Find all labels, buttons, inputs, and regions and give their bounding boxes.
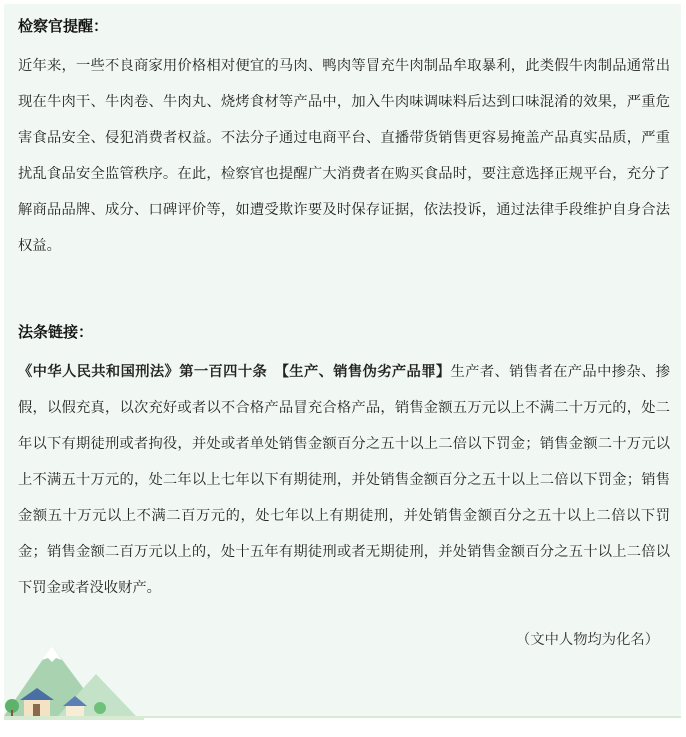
ground-line [4, 716, 681, 718]
law-section [18, 322, 670, 606]
content-card [4, 4, 681, 716]
reminder-heading: 检察官提醒： [18, 17, 109, 35]
house-door [33, 704, 40, 716]
law-paragraph [18, 354, 670, 606]
mountain-village-illustration [4, 640, 144, 720]
law-article-title: 《中华人民共和国刑法》第一百四十条 【生产、销售伪劣产品罪】 [18, 364, 451, 380]
law-heading: 法条链接： [18, 323, 94, 341]
bush-icon [94, 702, 106, 714]
pseudonym-note: （文中人物均为化名） [516, 632, 659, 648]
law-article-body: 生产者、销售者在产品中掺杂、掺假，以假充真，以次充好或者以不合格产品冒充合格产品，销售金额五万元以上不满二十万元的，处二年以下有期徒刑或者拘役，并处或者单处销售金额百分之五十以上二倍以下罚金；销售金额二十万元以上不满五十万元的，处二年以上七年以下有期徒刑，并处销售金额百分之五十以上二倍以下罚金；销售金额五十万元以上不满二百万元的，处七年以上有期徒刑，并处销售金额百分之五十以上二倍以下罚金；销售金额二百万元以上的，处十五年有期徒刑或者无期徒刑，并处销售金额百分之五十以上二倍以下罚金或者没收财产。 [18, 364, 670, 596]
reminder-paragraph: 近年来，一些不良商家用价格相对便宜的马肉、鸭肉等冒充牛肉制品牟取暴利，此类假牛肉制品通常出现在牛肉干、牛肉卷、牛肉丸、烧烤食材等产品中，加入牛肉味调味料后达到口味混淆的效果，严重危害食品安全、侵犯消费者权益。不法分子通过电商平台、直播带货销售更容易掩盖产品真实品质，严重扰乱食品安全监管秩序。在此，检察官也提醒广大消费者在购买食品时，要注意选择正规平台，充分了解商品品牌、成分、口碑评价等，如遭受欺诈要及时保存证据，依法投诉，通过法律手段维护自身合法权益。 [18, 58, 670, 254]
reminder-section [18, 16, 670, 264]
